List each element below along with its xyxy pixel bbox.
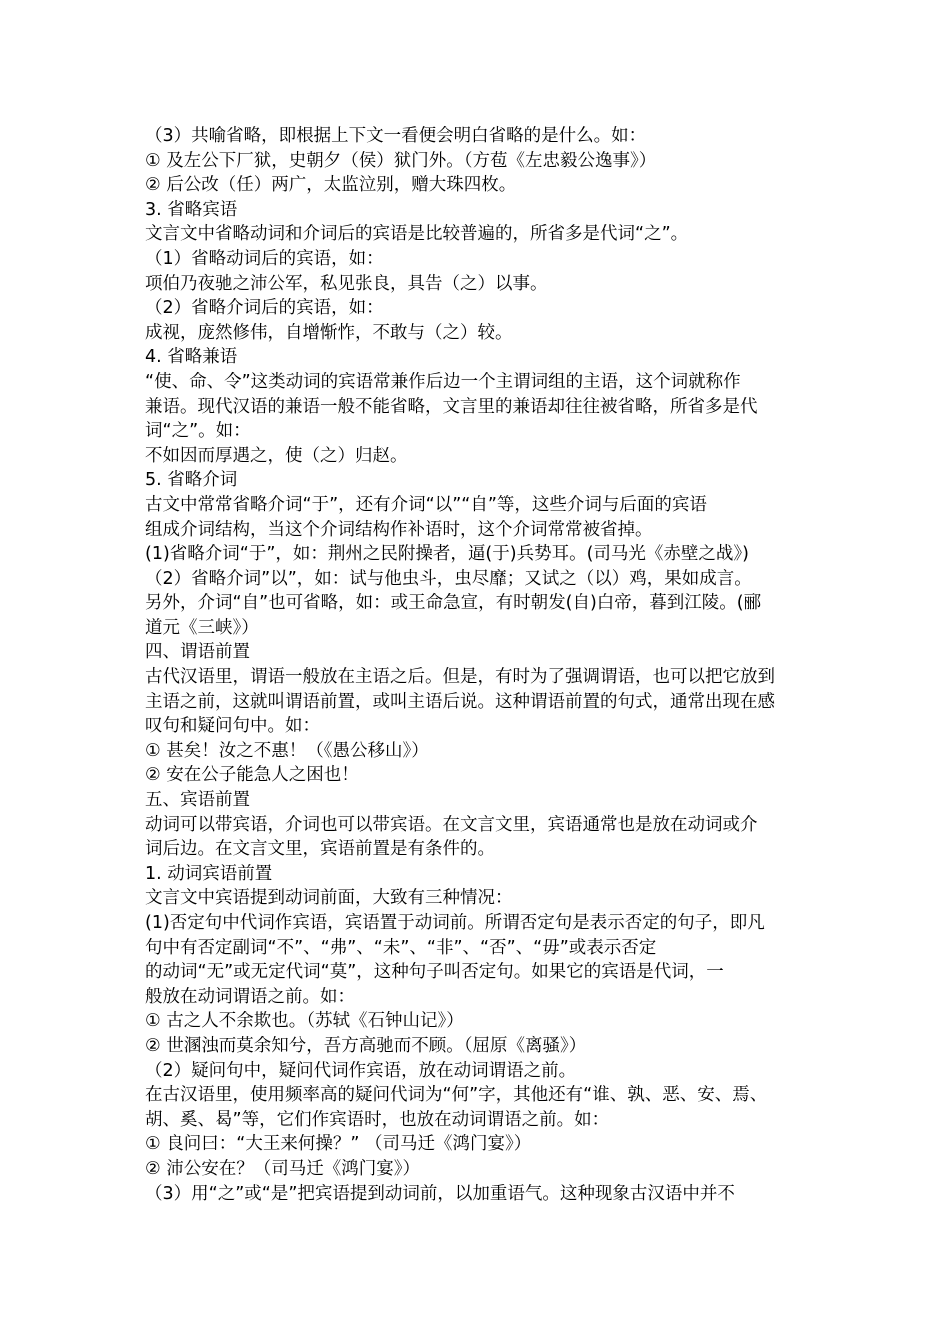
text-line: 1. 动词宾语前置	[145, 863, 273, 884]
text-line: 文言文中宾语提到动词前面，大致有三种情况：	[145, 888, 513, 909]
text-line: 古文中常常省略介词“于”，还有介词“以”“自”等，这些介词与后面的宾语	[145, 494, 707, 515]
text-line: （1）省略动词后的宾语，如：	[145, 248, 384, 269]
text-line: 古代汉语里，谓语一般放在主语之后。但是，有时为了强调谓语，也可以把它放到	[145, 667, 775, 688]
text-line: （2）省略介词后的宾语，如：	[145, 298, 384, 319]
text-line: “使、命、令”这类动词的宾语常兼作后边一个主谓词组的主语，这个词就称作	[145, 371, 741, 392]
text-line: 词“之”。如：	[145, 421, 251, 442]
text-line: 句中有否定副词“不”、“弗”、“未”、“非”、“否”、“毋”或表示否定	[145, 937, 657, 958]
text-line: 道元《三峡》）	[145, 617, 259, 638]
text-line: 组成介词结构，当这个介词结构作补语时，这个介词常常被省掉。	[145, 519, 653, 540]
text-line: ② 后公改（任）两广，太监泣别，赠大珠四枚。	[145, 175, 517, 196]
text-line: 动词可以带宾语，介词也可以带宾语。在文言文里，宾语通常也是放在动词或介	[145, 814, 758, 835]
text-line: 叹句和疑问句中。如：	[145, 716, 320, 737]
text-line: （2）省略介词”以”，如：试与他虫斗，虫尽靡；又试之（以）鸡，果如成言。	[145, 568, 752, 589]
text-line: ① 古之人不余欺也。（苏轼《石钟山记》）	[145, 1011, 464, 1032]
document-page	[145, 124, 810, 1206]
text-line: ① 良问曰：“大王来何操？” （司马迁《鸿门宴》）	[145, 1134, 532, 1155]
text-line: （3）用“之”或“是”把宾语提到动词前，以加重语气。这种现象古汉语中并不	[145, 1183, 735, 1204]
text-line: ② 沛公安在？（司马迁《鸿门宴》）	[145, 1158, 421, 1179]
text-line: (1)否定句中代词作宾语，宾语置于动词前。所谓否定句是表示否定的句子，即凡	[145, 913, 765, 933]
text-line: 词后边。在文言文里，宾语前置是有条件的。	[145, 839, 495, 860]
text-line: ② 世溷浊而莫余知兮，吾方高驰而不顾。（屈原《离骚》）	[145, 1035, 587, 1056]
text-line: 的动词“无”或无定代词“莫”，这种句子叫否定句。如果它的宾语是代词，一	[145, 962, 724, 983]
text-line: 胡、奚、曷”等，它们作宾语时，也放在动词谓语之前。如：	[145, 1109, 610, 1130]
text-line: 般放在动词谓语之前。如：	[145, 986, 355, 1007]
text-line: 项伯乃夜驰之沛公军，私见张良，具告（之）以事。	[145, 273, 548, 294]
text-line: (1)省略介词“于”，如：荆州之民附操者，逼(于)兵势耳。(司马光《赤壁之战》)	[145, 544, 749, 565]
text-line: 3. 省略宾语	[145, 199, 238, 220]
text-line: 5. 省略介词	[145, 470, 238, 491]
text-line: 另外，介词“自”也可省略，如：或王命急宣，有时朝发(自)白帝，暮到江陵。(郦	[145, 593, 762, 614]
text-line: 在古汉语里，使用频率高的疑问代词为“何”字，其他还有“谁、孰、恶、安、焉、	[145, 1085, 768, 1106]
text-line: 兼语。现代汉语的兼语一般不能省略，文言里的兼语却往往被省略，所省多是代	[145, 396, 758, 417]
text-line: 四、谓语前置	[145, 642, 250, 663]
text-line: 文言文中省略动词和介词后的宾语是比较普遍的，所省多是代词“之”。	[145, 224, 689, 245]
text-line: （2）疑问句中，疑问代词作宾语，放在动词谓语之前。	[145, 1060, 577, 1081]
text-line: 五、宾语前置	[145, 790, 250, 811]
text-line: 不如因而厚遇之，使（之）归赵。	[145, 445, 408, 466]
text-line: ② 安在公子能急人之困也！	[145, 765, 359, 786]
text-line: 成视，庞然修伟，自增惭怍，不敢与（之）较。	[145, 322, 513, 343]
text-line: ① 及左公下厂狱，史朝夕（侯）狱门外。（方苞《左忠毅公逸事》）	[145, 150, 657, 171]
text-line: 4. 省略兼语	[145, 347, 238, 368]
text-line: 主语之前，这就叫谓语前置，或叫主语后说。这种谓语前置的句式，通常出现在感	[145, 691, 775, 712]
text-line: （3）共喻省略，即根据上下文一看便会明白省略的是什么。如：	[145, 126, 647, 146]
text-line: ① 甚矣！汝之不惠！（《愚公移山》）	[145, 740, 429, 761]
